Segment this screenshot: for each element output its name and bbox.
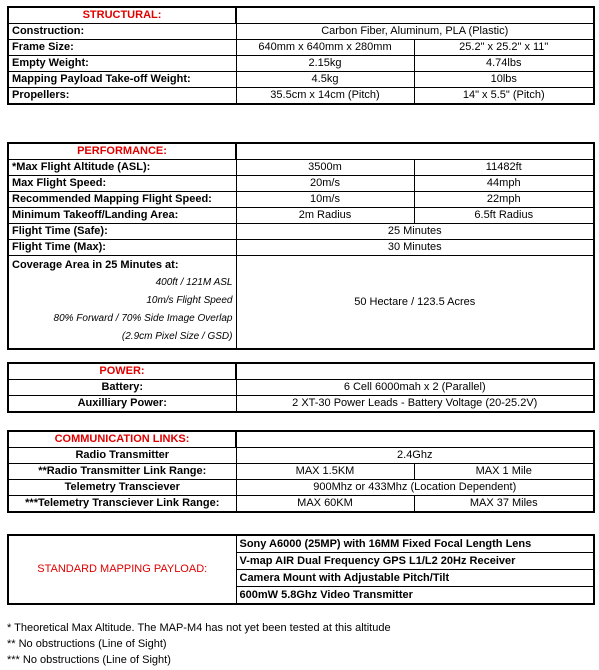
speed-label: Max Flight Speed: [8, 176, 236, 192]
frame-imperial: 25.2" x 25.2" x 11" [414, 40, 594, 56]
radio-range-imperial: MAX 1 Mile [414, 464, 594, 480]
construction-value: Carbon Fiber, Aluminum, PLA (Plastic) [236, 24, 594, 40]
comms-title: COMMUNICATION LINKS: [8, 431, 236, 448]
coverage-sub-speed: 10m/s Flight Speed [146, 295, 233, 306]
aux-power-value: 2 XT-30 Power Leads - Battery Voltage (20-25.2V) [236, 396, 594, 413]
altitude-metric: 3500m [236, 160, 414, 176]
power-table [7, 362, 595, 413]
frame-label: Frame Size: [8, 40, 236, 56]
empty-label: Empty Weight: [8, 56, 236, 72]
payload-item-camera: Sony A6000 (25MP) with 16MM Fixed Focal Length Lens [236, 535, 594, 553]
telemetry-range-imperial: MAX 37 Miles [414, 496, 594, 513]
landing-area-metric: 2m Radius [236, 208, 414, 224]
rec-speed-imperial: 22mph [414, 192, 594, 208]
radio-value: 2.4Ghz [236, 448, 594, 464]
takeoff-imperial: 10lbs [414, 72, 594, 88]
telemetry-value: 900Mhz or 433Mhz (Location Dependent) [236, 480, 594, 496]
telemetry-label: Telemetry Transciever [8, 480, 236, 496]
radio-label: Radio Transmitter [8, 448, 236, 464]
frame-metric: 640mm x 640mm x 280mm [236, 40, 414, 56]
telemetry-range-metric: MAX 60KM [236, 496, 414, 513]
payload-item-mount: Camera Mount with Adjustable Pitch/Tilt [236, 570, 594, 587]
flight-safe-label: Flight Time (Safe): [8, 224, 236, 240]
rec-speed-metric: 10m/s [236, 192, 414, 208]
power-title: POWER: [8, 363, 236, 380]
construction-label: Construction: [8, 24, 236, 40]
takeoff-metric: 4.5kg [236, 72, 414, 88]
speed-metric: 20m/s [236, 176, 414, 192]
spacer [236, 143, 594, 160]
props-imperial: 14" x 5.5" (Pitch) [414, 88, 594, 105]
payload-table [7, 534, 595, 605]
spacer [236, 7, 594, 24]
payload-item-gps: V-map AIR Dual Frequency GPS L1/L2 20Hz Receiver [236, 553, 594, 570]
coverage-label: Coverage Area in 25 Minutes at: [12, 259, 179, 271]
altitude-label: *Max Flight Altitude (ASL): [8, 160, 236, 176]
spacer [236, 363, 594, 380]
footnote-telemetry: *** No obstructions (Line of Sight) [7, 654, 171, 666]
telemetry-range-label: ***Telemetry Transciever Link Range: [8, 496, 236, 513]
takeoff-label: Mapping Payload Take-off Weight: [8, 72, 236, 88]
props-metric: 35.5cm x 14cm (Pitch) [236, 88, 414, 105]
flight-safe-value: 25 Minutes [236, 224, 594, 240]
performance-title: PERFORMANCE: [8, 143, 236, 160]
coverage-label-cell [8, 256, 236, 350]
footnote-altitude: * Theoretical Max Altitude. The MAP-M4 has not yet been tested at this altitude [7, 622, 391, 634]
comms-table [7, 430, 595, 513]
coverage-value: 50 Hectare / 123.5 Acres [236, 256, 594, 350]
landing-area-imperial: 6.5ft Radius [414, 208, 594, 224]
coverage-sub-gsd: (2.9cm Pixel Size / GSD) [121, 331, 233, 342]
flight-max-label: Flight Time (Max): [8, 240, 236, 256]
empty-imperial: 4.74lbs [414, 56, 594, 72]
battery-label: Battery: [8, 380, 236, 396]
structural-table [7, 6, 595, 105]
coverage-sub-altitude: 400ft / 121M ASL [155, 277, 233, 288]
coverage-sub-overlap: 80% Forward / 70% Side Image Overlap [53, 313, 233, 324]
aux-power-label: Auxilliary Power: [8, 396, 236, 413]
battery-value: 6 Cell 6000mah x 2 (Parallel) [236, 380, 594, 396]
altitude-imperial: 11482ft [414, 160, 594, 176]
rec-speed-label: Recommended Mapping Flight Speed: [8, 192, 236, 208]
speed-imperial: 44mph [414, 176, 594, 192]
performance-table [7, 142, 595, 350]
landing-area-label: Minimum Takeoff/Landing Area: [8, 208, 236, 224]
props-label: Propellers: [8, 88, 236, 105]
structural-title: STRUCTURAL: [8, 7, 236, 24]
spacer [236, 431, 594, 448]
payload-item-video-tx: 600mW 5.8Ghz Video Transmitter [236, 587, 594, 605]
radio-range-label: **Radio Transmitter Link Range: [8, 464, 236, 480]
footnote-radio: ** No obstructions (Line of Sight) [7, 638, 167, 650]
payload-title: STANDARD MAPPING PAYLOAD: [8, 535, 236, 604]
flight-max-value: 30 Minutes [236, 240, 594, 256]
empty-metric: 2.15kg [236, 56, 414, 72]
radio-range-metric: MAX 1.5KM [236, 464, 414, 480]
